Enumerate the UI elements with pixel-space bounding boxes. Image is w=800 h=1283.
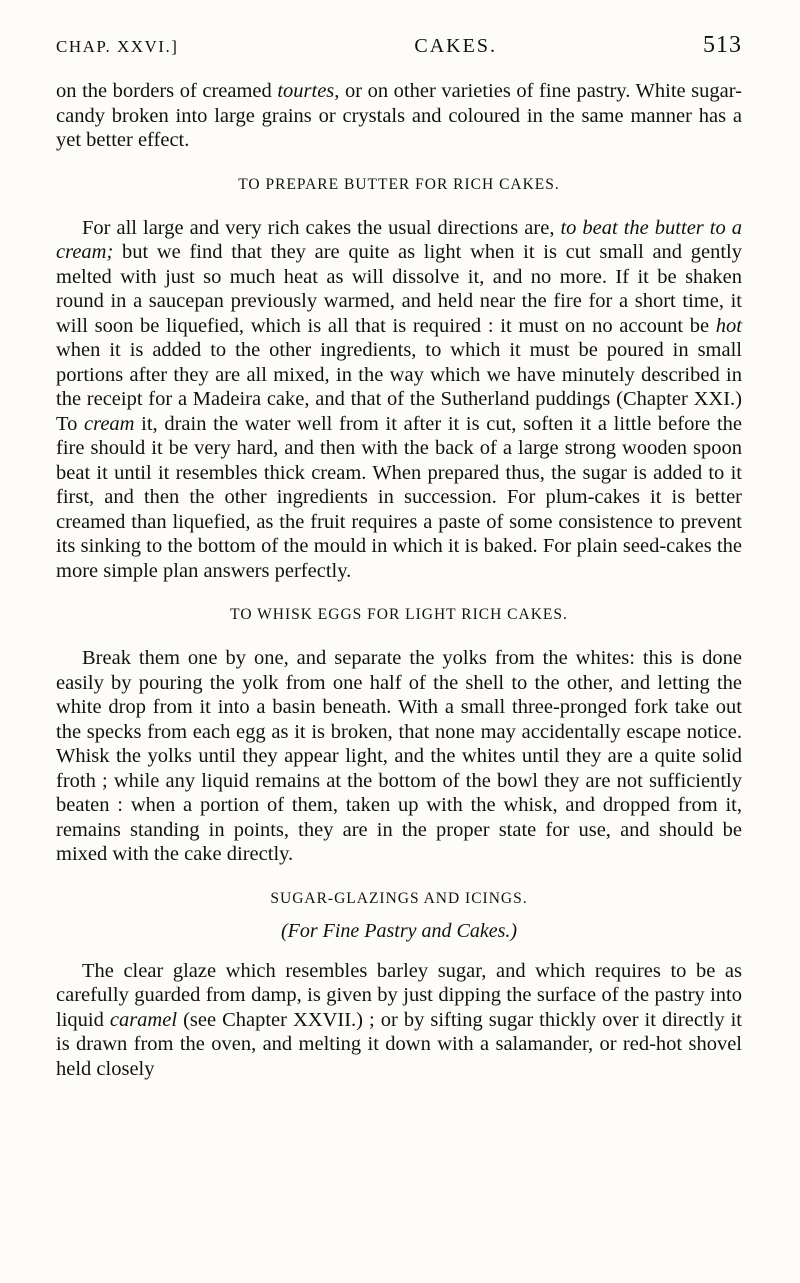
- body-paragraph: [56, 216, 742, 584]
- text-run: For all large and very rich cakes the usual directions are,: [82, 216, 561, 239]
- text-run: (see Chapter XXVII.) ; or by sifting sugar thickly over it directly it is drawn from the oven, and melting it down with a salamander, or red-hot shovel held closely: [56, 1008, 742, 1080]
- page-number: 513: [702, 32, 742, 58]
- section-continuation: [56, 79, 742, 153]
- italic-text-run: cream: [84, 412, 135, 435]
- text-run: on the borders of creamed: [56, 80, 278, 102]
- text-run: but we find that they are quite as light when it is cut small and gently melted with just so much heat as will dissolve it, and no more. If it be shaken round in a saucepan previously warmed, and held near the fire for a short time, it will soon be liquefied, which is all that is required : it must on no account be: [56, 241, 742, 337]
- chapter-label: CHAP. XXVI.]: [56, 37, 179, 56]
- section-heading: TO WHISK EGGS FOR LIGHT RICH CAKES.: [230, 606, 568, 623]
- section-heading: SUGAR-GLAZINGS AND ICINGS.: [270, 889, 528, 907]
- section-heading: TO PREPARE BUTTER FOR RICH CAKES.: [238, 175, 560, 193]
- body-paragraph: [56, 79, 742, 153]
- section-whisk-eggs: [56, 606, 742, 867]
- text-run: Break them one by one, and separate the yolks from the whites: this is done easily by pouring the yolk from one half of the shell to the other, and letting the white drop from it into a basin beneath. With a small three-pronged fork take out the specks from each egg as it is broken, that none may accidentally escape notice. Whisk the yolks until they appear light, and the whites until they are a quite solid froth ; while any liquid remains at the bottom of the bowl they are not sufficiently beaten : when a portion of them, taken up with the whisk, and dropped from it, remains standing in points, they are in the proper state for use, and should be mixed with the cake directly.: [56, 647, 742, 865]
- section-subheading: (For Fine Pastry and Cakes.): [280, 919, 518, 942]
- section-sugar-glazings: [56, 890, 742, 1082]
- section-prepare-butter: [56, 176, 742, 584]
- body-paragraph: [56, 959, 742, 1082]
- text-run: The clear glaze which resembles barley sugar, and which requires to be as carefully guarded from damp, is given by just dipping the surface of the pastry into liquid: [56, 959, 742, 1031]
- italic-text-run: tourtes: [277, 80, 335, 102]
- italic-text-run: to beat the butter to a cream;: [56, 216, 742, 263]
- text-run: when it is added to the other ingredients, to which it must be poured in small portions after they are all mixed, in the way which we have minutely described in the receipt for a Madeira cake, and that of the Sutherland puddings (Chapter XXI.) To: [56, 339, 742, 435]
- body-paragraph: [56, 646, 742, 867]
- text-run: , or on other varieties of fine pastry. White sugar-candy broken into large grains or crystals and coloured in the same manner has a yet better effect.: [56, 80, 742, 151]
- text-run: it, drain the water well from it after it is cut, soften it a little before the fire should it be very hard, and then with the back of a large strong wooden spoon beat it until it resembles thick cream. When prepared thus, the sugar is added to it first, and then the other ingredients in succession. For plum-cakes it is better creamed than liquefied, as the fruit requires a paste of some consistence to prevent its sinking to the bottom of the mould in which it is baked. For plain seed-cakes the more simple plan answers perfectly.: [56, 412, 742, 582]
- running-header: [56, 32, 742, 59]
- running-title: CAKES.: [414, 35, 497, 57]
- italic-text-run: caramel: [109, 1008, 178, 1031]
- italic-text-run: hot: [715, 314, 742, 337]
